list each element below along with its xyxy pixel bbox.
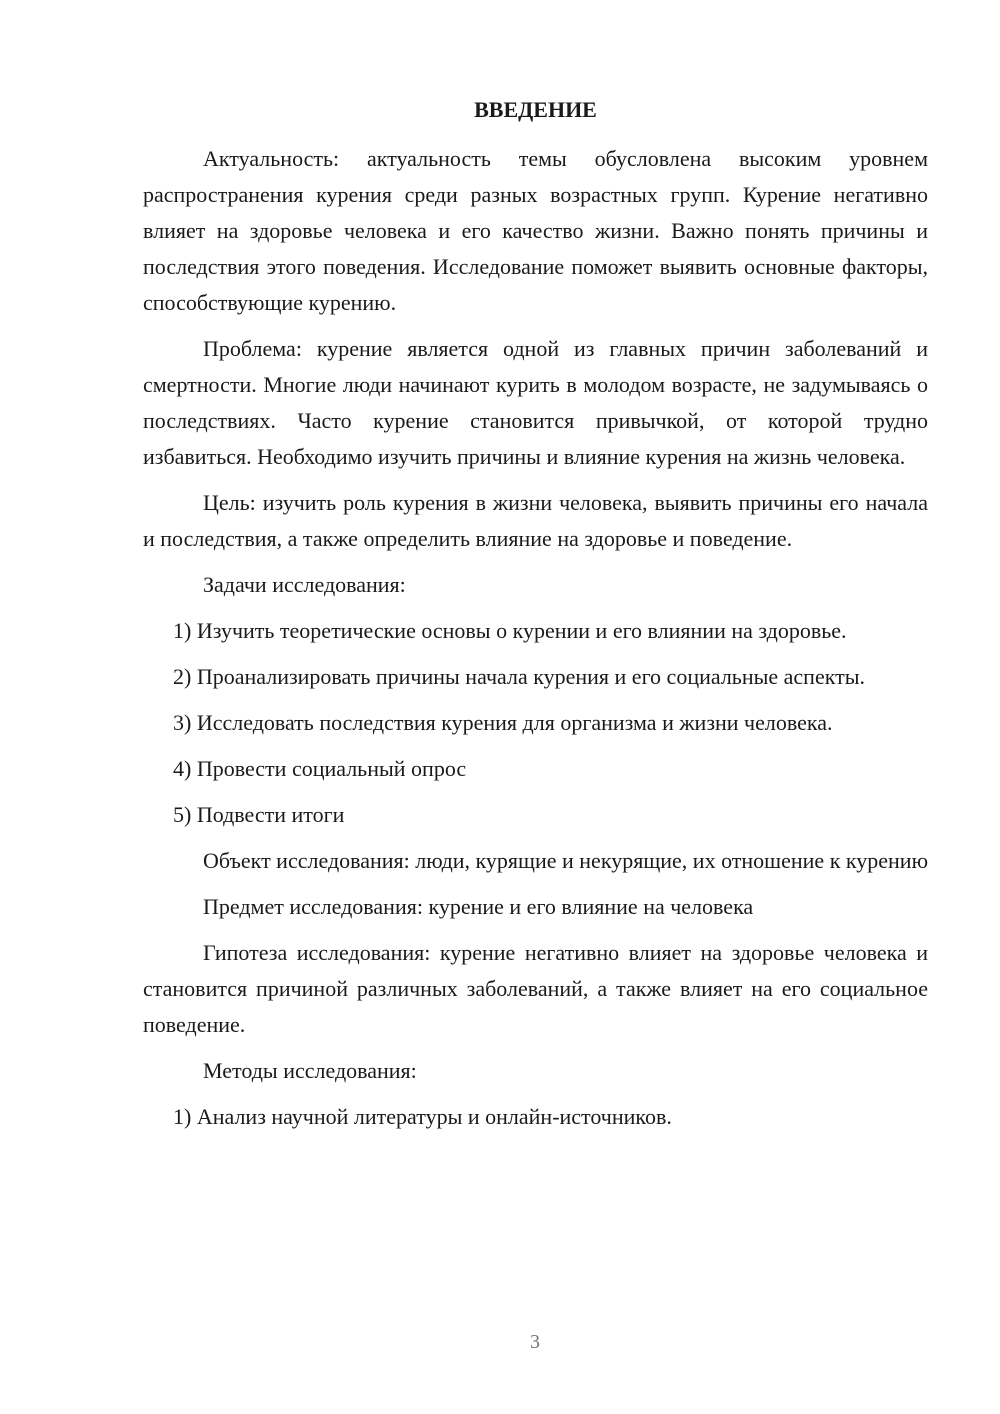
method-item-1: 1) Анализ научной литературы и онлайн-источников. <box>173 1104 672 1129</box>
task-item-1: 1) Изучить теоретические основы о курении и его влиянии на здоровье. <box>173 618 847 643</box>
page-content <box>143 94 928 1145</box>
methods-heading: Методы исследования: <box>203 1058 417 1083</box>
tasks-heading: Задачи исследования: <box>203 572 406 597</box>
page-number: 3 <box>530 1331 540 1353</box>
goal-paragraph: Цель: изучить роль курения в жизни человека, выявить причины его начала и последствия, а также определить влияние на здоровье и поведение. <box>143 490 928 551</box>
hypothesis-paragraph: Гипотеза исследования: курение негативно влияет на здоровье человека и становится причиной различных заболеваний, а также влияет на его социальное поведение. <box>143 940 928 1037</box>
problem-paragraph: Проблема: курение является одной из главных причин заболеваний и смертности. Многие люди начинают курить в молодом возрасте, не задумываясь о последствиях. Часто курение становится привычкой, от которой трудно избавиться. Необходимо изучить причины и влияние курения на жизнь человека. <box>143 336 928 469</box>
task-item-2: 2) Проанализировать причины начала курения и его социальные аспекты. <box>173 664 866 689</box>
relevance-paragraph: Актуальность: актуальность темы обусловлена высоким уровнем распространения курения среди разных возрастных групп. Курение негативно влияет на здоровье человека и его качество жизни. Важно понять причины и последствия этого поведения. Исследование поможет выявить основные факторы, способствующие курению. <box>143 146 928 315</box>
task-item-5: 5) Подвести итоги <box>173 802 345 827</box>
subject-paragraph: Предмет исследования: курение и его влияние на человека <box>203 894 754 919</box>
object-paragraph: Объект исследования: люди, курящие и некурящие, их отношение к курению <box>203 848 929 873</box>
task-item-4: 4) Провести социальный опрос <box>173 756 467 781</box>
section-title: ВВЕДЕНИЕ <box>474 97 597 122</box>
task-item-3: 3) Исследовать последствия курения для организма и жизни человека. <box>173 710 833 735</box>
